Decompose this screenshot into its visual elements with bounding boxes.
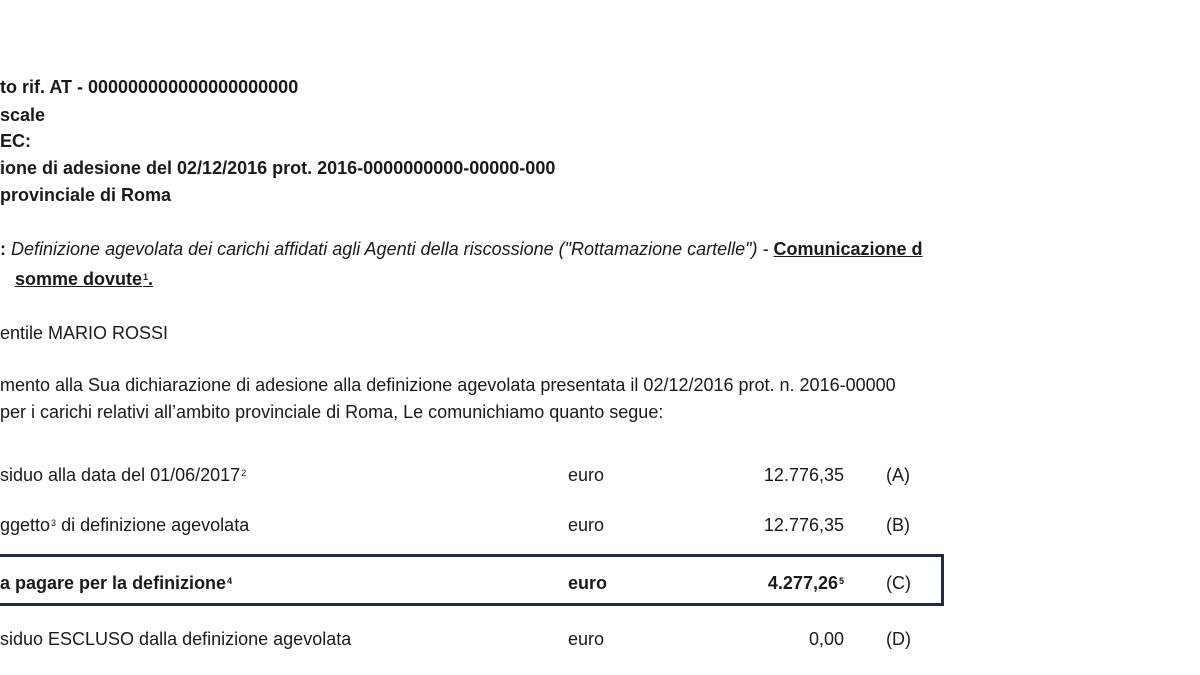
row-currency: euro bbox=[568, 573, 608, 593]
row-currency: euro bbox=[568, 629, 605, 649]
body-line-1: mento alla Sua dichiarazione di adesione alla definizione agevolata presentata il 02/12/2016 prot. n. 2016-00000 bbox=[0, 375, 896, 395]
row-label-text: siduo ESCLUSO dalla definizione agevolata bbox=[0, 629, 352, 649]
footnote-3: 3 bbox=[51, 518, 57, 528]
amount-row-d bbox=[0, 626, 1200, 652]
row-amount-value: 0,00 bbox=[808, 629, 844, 649]
row-label bbox=[0, 570, 232, 596]
subject-line-2 bbox=[15, 268, 153, 290]
row-label-text-after: di definizione agevolata bbox=[56, 515, 250, 535]
subject-line bbox=[0, 238, 923, 260]
amount-row-c bbox=[0, 570, 1200, 596]
subject-text: Definizione agevolata dei carichi affidati agli Agenti della riscossione ("Rottamazione cartelle") - bbox=[11, 239, 769, 259]
row-amount bbox=[640, 462, 844, 488]
footnote-5: 5 bbox=[838, 576, 844, 586]
row-code: (C) bbox=[886, 573, 911, 593]
row-code: (D) bbox=[886, 629, 911, 649]
subject-prefix: : bbox=[0, 239, 6, 259]
row-label-text: a pagare per la definizione bbox=[0, 573, 227, 593]
row-label-text: siduo alla data del 01/06/2017 bbox=[0, 465, 241, 485]
province-line: provinciale di Roma bbox=[0, 185, 172, 205]
row-amount-value: 12.776,35 bbox=[763, 515, 844, 535]
subject-line-2-end: . bbox=[148, 269, 154, 289]
row-label bbox=[0, 626, 351, 652]
row-code: (A) bbox=[886, 465, 910, 485]
row-code: (B) bbox=[886, 515, 910, 535]
row-currency: euro bbox=[568, 515, 605, 535]
body-line-2: per i carichi relativi all’ambito provinciale di Roma, Le comunichiamo quanto segue: bbox=[0, 402, 664, 422]
footnote-4: 4 bbox=[227, 576, 233, 586]
row-label bbox=[0, 462, 246, 488]
row-currency: euro bbox=[568, 465, 605, 485]
amount-row-b bbox=[0, 512, 1200, 538]
reference-line: to rif. AT - 000000000000000000000 bbox=[0, 77, 299, 97]
footnote-2: 2 bbox=[241, 468, 247, 478]
footnote-1: 1 bbox=[143, 272, 149, 282]
greeting: entile MARIO ROSSI bbox=[0, 323, 169, 343]
row-amount-value: 4.277,26 bbox=[767, 573, 838, 593]
row-label bbox=[0, 512, 249, 538]
row-amount bbox=[640, 570, 844, 596]
row-label-text: ggetto bbox=[0, 515, 51, 535]
pec-line: EC: bbox=[0, 131, 31, 151]
fiscal-code-line: scale bbox=[0, 105, 46, 125]
row-amount-value: 12.776,35 bbox=[763, 465, 844, 485]
subject-line-2-text: somme dovute bbox=[15, 269, 143, 289]
subject-communication: Comunicazione d bbox=[773, 239, 923, 259]
row-amount bbox=[640, 512, 844, 538]
row-amount bbox=[640, 626, 844, 652]
amount-row-a bbox=[0, 462, 1200, 488]
declaration-line: ione di adesione del 02/12/2016 prot. 2016-0000000000-00000-000 bbox=[0, 158, 556, 178]
